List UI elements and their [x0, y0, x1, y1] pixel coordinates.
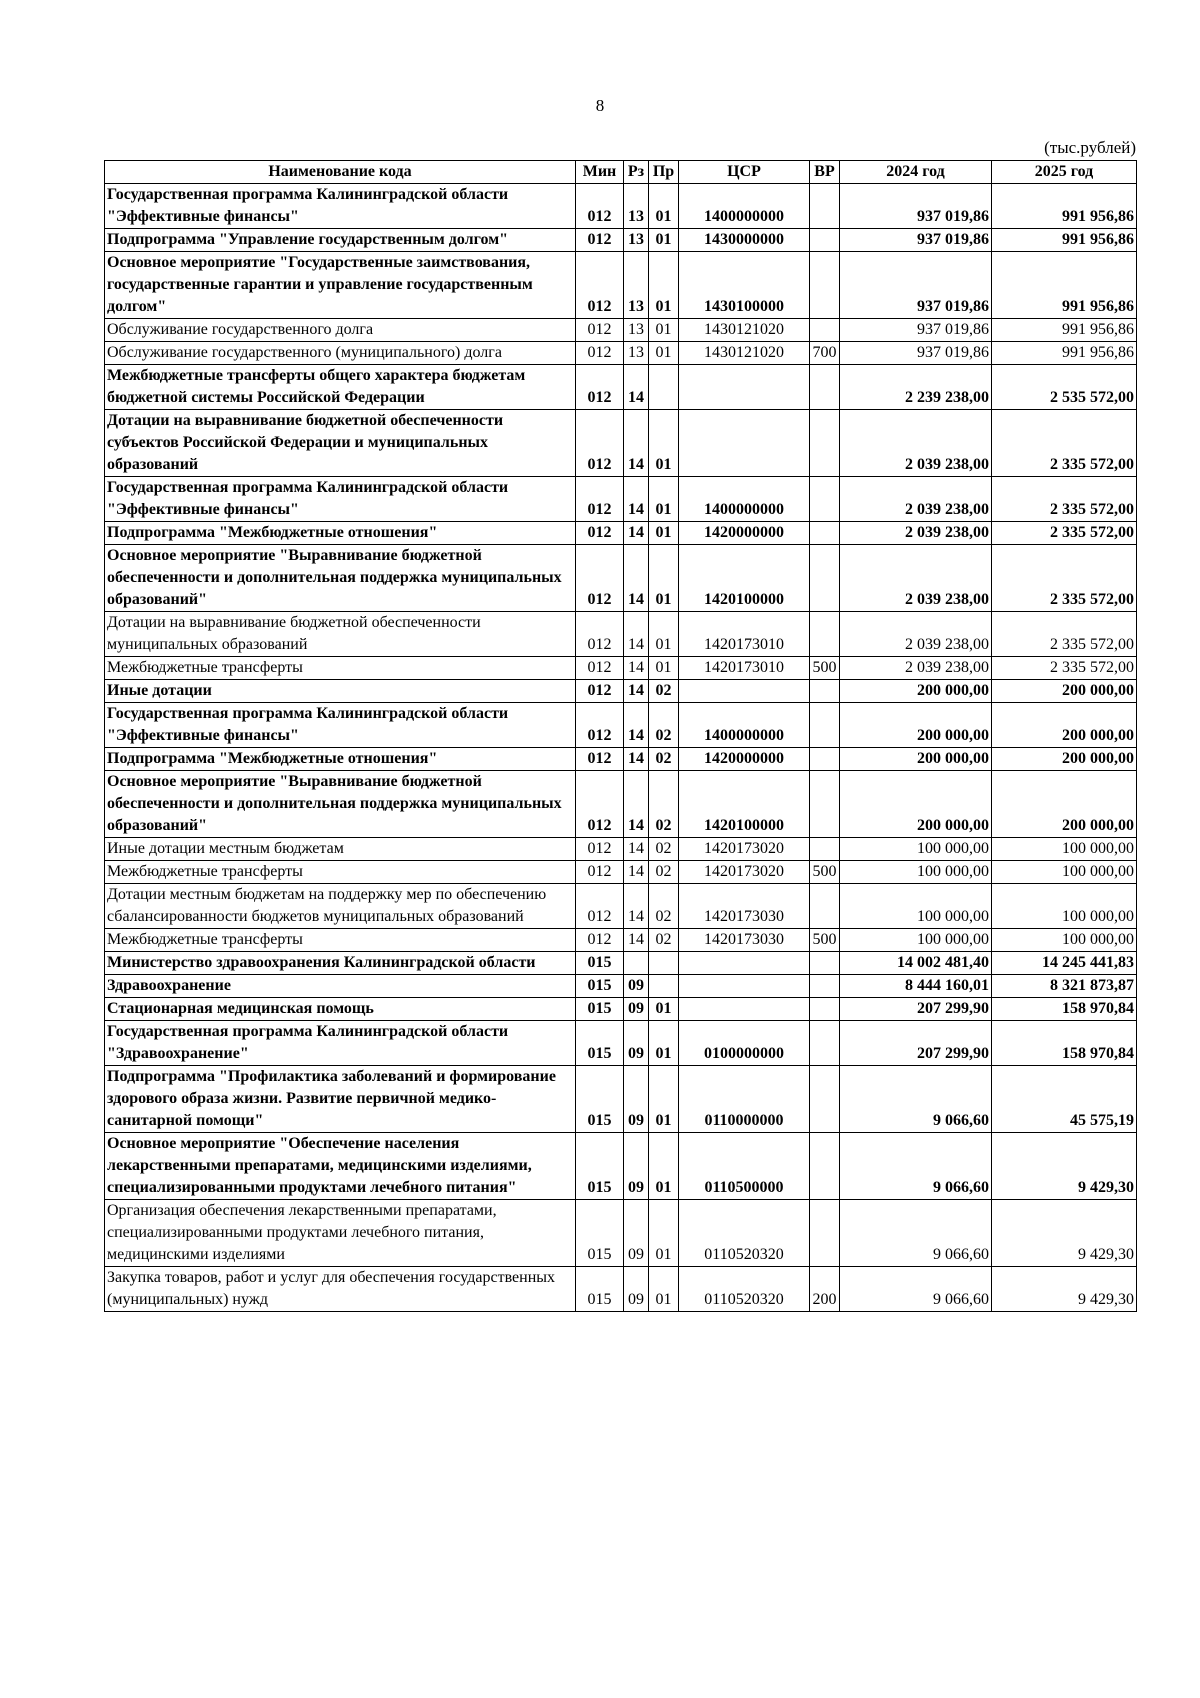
- table-row: [105, 545, 1137, 612]
- cell-csr: 1420173010: [679, 657, 810, 680]
- cell-rz: 14: [624, 861, 649, 884]
- cell-name: Министерство здравоохранения Калининградской области: [105, 952, 576, 975]
- cell-name: Иные дотации: [105, 680, 576, 703]
- cell-2025: 2 335 572,00: [992, 522, 1137, 545]
- cell-csr: 1430121020: [679, 342, 810, 365]
- cell-min: 012: [576, 680, 624, 703]
- cell-csr: 1420173010: [679, 612, 810, 657]
- cell-vr: 500: [810, 657, 840, 680]
- cell-csr: [679, 365, 810, 410]
- cell-rz: 14: [624, 929, 649, 952]
- table-row: [105, 998, 1137, 1021]
- cell-csr: 1420100000: [679, 771, 810, 838]
- cell-2025: 991 956,86: [992, 319, 1137, 342]
- cell-rz: 14: [624, 522, 649, 545]
- cell-min: 012: [576, 612, 624, 657]
- cell-min: 012: [576, 861, 624, 884]
- cell-min: 012: [576, 703, 624, 748]
- cell-csr: [679, 975, 810, 998]
- table-row: [105, 319, 1137, 342]
- cell-pr: 02: [649, 703, 679, 748]
- cell-min: 012: [576, 929, 624, 952]
- cell-vr: [810, 252, 840, 319]
- cell-vr: 200: [810, 1267, 840, 1312]
- cell-2025: 991 956,86: [992, 229, 1137, 252]
- cell-vr: [810, 545, 840, 612]
- units-label: (тыс.рублей): [1044, 138, 1136, 157]
- table-row: [105, 1133, 1137, 1200]
- cell-rz: 13: [624, 252, 649, 319]
- cell-csr: 1430121020: [679, 319, 810, 342]
- cell-2025: 991 956,86: [992, 342, 1137, 365]
- cell-2024: 2 039 238,00: [840, 545, 992, 612]
- table-header-row: [105, 161, 1137, 184]
- table-row: [105, 861, 1137, 884]
- cell-name: Подпрограмма "Профилактика заболеваний и формирование здорового образа жизни. Развитие первичной медико-санитарной помощи": [105, 1066, 576, 1133]
- cell-min: 012: [576, 184, 624, 229]
- cell-pr: 01: [649, 1021, 679, 1066]
- cell-csr: 1420173020: [679, 838, 810, 861]
- cell-rz: 14: [624, 410, 649, 477]
- cell-pr: 01: [649, 998, 679, 1021]
- page-number: 8: [595, 96, 605, 115]
- cell-csr: 0110000000: [679, 1066, 810, 1133]
- cell-csr: 0110500000: [679, 1133, 810, 1200]
- cell-rz: 14: [624, 477, 649, 522]
- table-row: [105, 342, 1137, 365]
- cell-pr: 01: [649, 319, 679, 342]
- cell-min: 012: [576, 522, 624, 545]
- table-row: [105, 975, 1137, 998]
- cell-name: Основное мероприятие "Выравнивание бюджетной обеспеченности и дополнительная поддержка муниципальных образований": [105, 545, 576, 612]
- table-row: [105, 522, 1137, 545]
- cell-2025: 2 335 572,00: [992, 657, 1137, 680]
- table-row: [105, 184, 1137, 229]
- cell-pr: 01: [649, 184, 679, 229]
- cell-2025: 100 000,00: [992, 884, 1137, 929]
- cell-pr: [649, 365, 679, 410]
- cell-2025: 200 000,00: [992, 703, 1137, 748]
- cell-2024: 937 019,86: [840, 229, 992, 252]
- cell-min: 015: [576, 1267, 624, 1312]
- header-vr: ВР: [810, 161, 840, 184]
- table-row: [105, 748, 1137, 771]
- cell-vr: [810, 884, 840, 929]
- table-row: [105, 229, 1137, 252]
- cell-rz: 14: [624, 365, 649, 410]
- cell-rz: 13: [624, 229, 649, 252]
- table-body: [105, 184, 1137, 1312]
- cell-vr: [810, 319, 840, 342]
- table-row: [105, 657, 1137, 680]
- cell-pr: 01: [649, 477, 679, 522]
- cell-rz: [624, 952, 649, 975]
- cell-2025: 2 335 572,00: [992, 410, 1137, 477]
- header-2024: 2024 год: [840, 161, 992, 184]
- cell-csr: 1400000000: [679, 184, 810, 229]
- cell-vr: [810, 410, 840, 477]
- cell-csr: 1430100000: [679, 252, 810, 319]
- cell-rz: 09: [624, 998, 649, 1021]
- cell-2025: 100 000,00: [992, 929, 1137, 952]
- cell-min: 012: [576, 477, 624, 522]
- cell-2024: 2 039 238,00: [840, 522, 992, 545]
- cell-name: Межбюджетные трансферты: [105, 657, 576, 680]
- cell-2025: 2 535 572,00: [992, 365, 1137, 410]
- cell-csr: [679, 952, 810, 975]
- cell-csr: 0100000000: [679, 1021, 810, 1066]
- cell-rz: 14: [624, 612, 649, 657]
- cell-vr: [810, 680, 840, 703]
- cell-min: 012: [576, 884, 624, 929]
- cell-2025: 2 335 572,00: [992, 545, 1137, 612]
- cell-pr: 01: [649, 657, 679, 680]
- cell-pr: 02: [649, 748, 679, 771]
- table-row: [105, 1267, 1137, 1312]
- cell-2025: 9 429,30: [992, 1133, 1137, 1200]
- table-row: [105, 612, 1137, 657]
- cell-2024: 2 039 238,00: [840, 477, 992, 522]
- cell-pr: 01: [649, 252, 679, 319]
- table-row: [105, 1021, 1137, 1066]
- cell-csr: 1420100000: [679, 545, 810, 612]
- cell-rz: 09: [624, 1200, 649, 1267]
- cell-csr: 1420173020: [679, 861, 810, 884]
- cell-min: 012: [576, 319, 624, 342]
- cell-2025: 9 429,30: [992, 1200, 1137, 1267]
- cell-2024: 100 000,00: [840, 838, 992, 861]
- cell-rz: 09: [624, 1267, 649, 1312]
- cell-csr: 1400000000: [679, 703, 810, 748]
- cell-2024: 207 299,90: [840, 998, 992, 1021]
- cell-rz: 13: [624, 319, 649, 342]
- cell-name: Дотации на выравнивание бюджетной обеспеченности субъектов Российской Федерации и муниципальных образований: [105, 410, 576, 477]
- cell-2025: 9 429,30: [992, 1267, 1137, 1312]
- cell-min: 015: [576, 1021, 624, 1066]
- cell-2025: 991 956,86: [992, 184, 1137, 229]
- header-name: Наименование кода: [105, 161, 576, 184]
- cell-name: Государственная программа Калининградской области "Эффективные финансы": [105, 184, 576, 229]
- cell-2025: 200 000,00: [992, 748, 1137, 771]
- cell-name: Закупка товаров, работ и услуг для обеспечения государственных (муниципальных) нужд: [105, 1267, 576, 1312]
- cell-min: 015: [576, 1200, 624, 1267]
- cell-csr: [679, 998, 810, 1021]
- cell-2024: 100 000,00: [840, 929, 992, 952]
- cell-min: 012: [576, 342, 624, 365]
- cell-vr: 700: [810, 342, 840, 365]
- cell-csr: 1420173030: [679, 884, 810, 929]
- table-row: [105, 929, 1137, 952]
- cell-min: 012: [576, 365, 624, 410]
- cell-rz: 09: [624, 1066, 649, 1133]
- cell-pr: 02: [649, 929, 679, 952]
- cell-name: Основное мероприятие "Выравнивание бюджетной обеспеченности и дополнительная поддержка муниципальных образований": [105, 771, 576, 838]
- cell-2025: 158 970,84: [992, 998, 1137, 1021]
- cell-2024: 207 299,90: [840, 1021, 992, 1066]
- cell-rz: 14: [624, 748, 649, 771]
- budget-table: [104, 160, 1137, 1312]
- table-row: [105, 1200, 1137, 1267]
- cell-2025: 100 000,00: [992, 861, 1137, 884]
- cell-csr: 0110520320: [679, 1200, 810, 1267]
- cell-vr: [810, 838, 840, 861]
- header-rz: Рз: [624, 161, 649, 184]
- cell-2025: 200 000,00: [992, 680, 1137, 703]
- cell-rz: 09: [624, 1133, 649, 1200]
- cell-rz: 13: [624, 184, 649, 229]
- cell-2024: 200 000,00: [840, 748, 992, 771]
- cell-rz: 13: [624, 342, 649, 365]
- cell-min: 015: [576, 1066, 624, 1133]
- cell-rz: 14: [624, 838, 649, 861]
- cell-rz: 14: [624, 657, 649, 680]
- cell-name: Обслуживание государственного долга: [105, 319, 576, 342]
- cell-pr: 01: [649, 1133, 679, 1200]
- cell-csr: 1420173030: [679, 929, 810, 952]
- cell-csr: 1400000000: [679, 477, 810, 522]
- cell-pr: 02: [649, 771, 679, 838]
- cell-vr: [810, 771, 840, 838]
- cell-name: Дотации на выравнивание бюджетной обеспеченности муниципальных образований: [105, 612, 576, 657]
- cell-min: 012: [576, 229, 624, 252]
- table-row: [105, 477, 1137, 522]
- cell-pr: 01: [649, 1267, 679, 1312]
- table-row: [105, 365, 1137, 410]
- cell-2024: 200 000,00: [840, 703, 992, 748]
- cell-2024: 100 000,00: [840, 884, 992, 929]
- cell-2024: 9 066,60: [840, 1267, 992, 1312]
- cell-2024: 9 066,60: [840, 1066, 992, 1133]
- cell-min: 012: [576, 748, 624, 771]
- cell-vr: [810, 612, 840, 657]
- cell-vr: 500: [810, 861, 840, 884]
- cell-min: 012: [576, 545, 624, 612]
- cell-2024: 9 066,60: [840, 1133, 992, 1200]
- cell-2024: 2 039 238,00: [840, 657, 992, 680]
- cell-2025: 8 321 873,87: [992, 975, 1137, 998]
- cell-name: Иные дотации местным бюджетам: [105, 838, 576, 861]
- cell-2024: 14 002 481,40: [840, 952, 992, 975]
- cell-name: Стационарная медицинская помощь: [105, 998, 576, 1021]
- cell-2024: 2 039 238,00: [840, 612, 992, 657]
- cell-2025: 2 335 572,00: [992, 477, 1137, 522]
- table-row: [105, 680, 1137, 703]
- cell-pr: 02: [649, 884, 679, 929]
- cell-2025: 45 575,19: [992, 1066, 1137, 1133]
- cell-name: Межбюджетные трансферты общего характера бюджетам бюджетной системы Российской Федерации: [105, 365, 576, 410]
- table-row: [105, 884, 1137, 929]
- cell-rz: 14: [624, 680, 649, 703]
- cell-min: 012: [576, 657, 624, 680]
- cell-rz: 09: [624, 975, 649, 998]
- cell-pr: 01: [649, 522, 679, 545]
- cell-csr: 1420000000: [679, 748, 810, 771]
- cell-2024: 937 019,86: [840, 342, 992, 365]
- cell-name: Государственная программа Калининградской области "Эффективные финансы": [105, 477, 576, 522]
- cell-name: Государственная программа Калининградской области "Эффективные финансы": [105, 703, 576, 748]
- header-pr: Пр: [649, 161, 679, 184]
- cell-2024: 2 039 238,00: [840, 410, 992, 477]
- cell-min: 015: [576, 998, 624, 1021]
- cell-name: Обслуживание государственного (муниципального) долга: [105, 342, 576, 365]
- cell-vr: [810, 703, 840, 748]
- cell-name: Подпрограмма "Управление государственным долгом": [105, 229, 576, 252]
- cell-2024: 200 000,00: [840, 771, 992, 838]
- cell-2024: 2 239 238,00: [840, 365, 992, 410]
- cell-min: 012: [576, 252, 624, 319]
- cell-min: 015: [576, 975, 624, 998]
- cell-2024: 9 066,60: [840, 1200, 992, 1267]
- cell-vr: [810, 229, 840, 252]
- cell-2024: 937 019,86: [840, 252, 992, 319]
- cell-name: Организация обеспечения лекарственными препаратами, специализированными продуктами лечебного питания, медицинскими изделиями: [105, 1200, 576, 1267]
- cell-pr: 01: [649, 229, 679, 252]
- cell-vr: 500: [810, 929, 840, 952]
- cell-2025: 2 335 572,00: [992, 612, 1137, 657]
- cell-2025: 991 956,86: [992, 252, 1137, 319]
- cell-2024: 8 444 160,01: [840, 975, 992, 998]
- cell-name: Государственная программа Калининградской области "Здравоохранение": [105, 1021, 576, 1066]
- cell-csr: [679, 680, 810, 703]
- cell-name: Здравоохранение: [105, 975, 576, 998]
- cell-vr: [810, 975, 840, 998]
- cell-2025: 14 245 441,83: [992, 952, 1137, 975]
- cell-vr: [810, 1021, 840, 1066]
- cell-min: 015: [576, 952, 624, 975]
- cell-pr: 01: [649, 410, 679, 477]
- cell-2025: 100 000,00: [992, 838, 1137, 861]
- cell-pr: 01: [649, 1066, 679, 1133]
- table-row: [105, 771, 1137, 838]
- cell-name: Дотации местным бюджетам на поддержку мер по обеспечению сбалансированности бюджетов муниципальных образований: [105, 884, 576, 929]
- header-csr: ЦСР: [679, 161, 810, 184]
- cell-2025: 200 000,00: [992, 771, 1137, 838]
- cell-min: 012: [576, 410, 624, 477]
- cell-vr: [810, 184, 840, 229]
- table-row: [105, 1066, 1137, 1133]
- cell-name: Подпрограмма "Межбюджетные отношения": [105, 748, 576, 771]
- cell-pr: 01: [649, 1200, 679, 1267]
- cell-vr: [810, 1200, 840, 1267]
- cell-rz: 09: [624, 1021, 649, 1066]
- cell-name: Межбюджетные трансферты: [105, 929, 576, 952]
- cell-vr: [810, 1133, 840, 1200]
- table-row: [105, 703, 1137, 748]
- cell-pr: [649, 952, 679, 975]
- cell-rz: 14: [624, 545, 649, 612]
- cell-2024: 200 000,00: [840, 680, 992, 703]
- cell-vr: [810, 1066, 840, 1133]
- cell-2025: 158 970,84: [992, 1021, 1137, 1066]
- cell-min: 012: [576, 771, 624, 838]
- table-row: [105, 410, 1137, 477]
- cell-vr: [810, 477, 840, 522]
- cell-vr: [810, 522, 840, 545]
- cell-rz: 14: [624, 771, 649, 838]
- cell-2024: 100 000,00: [840, 861, 992, 884]
- cell-csr: 0110520320: [679, 1267, 810, 1312]
- cell-min: 012: [576, 838, 624, 861]
- cell-2024: 937 019,86: [840, 184, 992, 229]
- cell-csr: 1420000000: [679, 522, 810, 545]
- cell-pr: 02: [649, 680, 679, 703]
- cell-csr: 1430000000: [679, 229, 810, 252]
- cell-vr: [810, 952, 840, 975]
- table-row: [105, 838, 1137, 861]
- cell-pr: 02: [649, 861, 679, 884]
- cell-name: Основное мероприятие "Государственные заимствования, государственные гарантии и управление государственным долгом": [105, 252, 576, 319]
- cell-vr: [810, 748, 840, 771]
- cell-name: Межбюджетные трансферты: [105, 861, 576, 884]
- cell-csr: [679, 410, 810, 477]
- header-min: Мин: [576, 161, 624, 184]
- cell-vr: [810, 365, 840, 410]
- cell-pr: 01: [649, 342, 679, 365]
- cell-name: Подпрограмма "Межбюджетные отношения": [105, 522, 576, 545]
- header-2025: 2025 год: [992, 161, 1137, 184]
- cell-pr: 01: [649, 545, 679, 612]
- cell-name: Основное мероприятие "Обеспечение населения лекарственными препаратами, медицинскими изделиями, специализированными продуктами лечебного питания": [105, 1133, 576, 1200]
- cell-pr: 01: [649, 612, 679, 657]
- cell-rz: 14: [624, 703, 649, 748]
- cell-pr: [649, 975, 679, 998]
- cell-pr: 02: [649, 838, 679, 861]
- cell-vr: [810, 998, 840, 1021]
- table-row: [105, 252, 1137, 319]
- cell-min: 015: [576, 1133, 624, 1200]
- table-row: [105, 952, 1137, 975]
- cell-2024: 937 019,86: [840, 319, 992, 342]
- cell-rz: 14: [624, 884, 649, 929]
